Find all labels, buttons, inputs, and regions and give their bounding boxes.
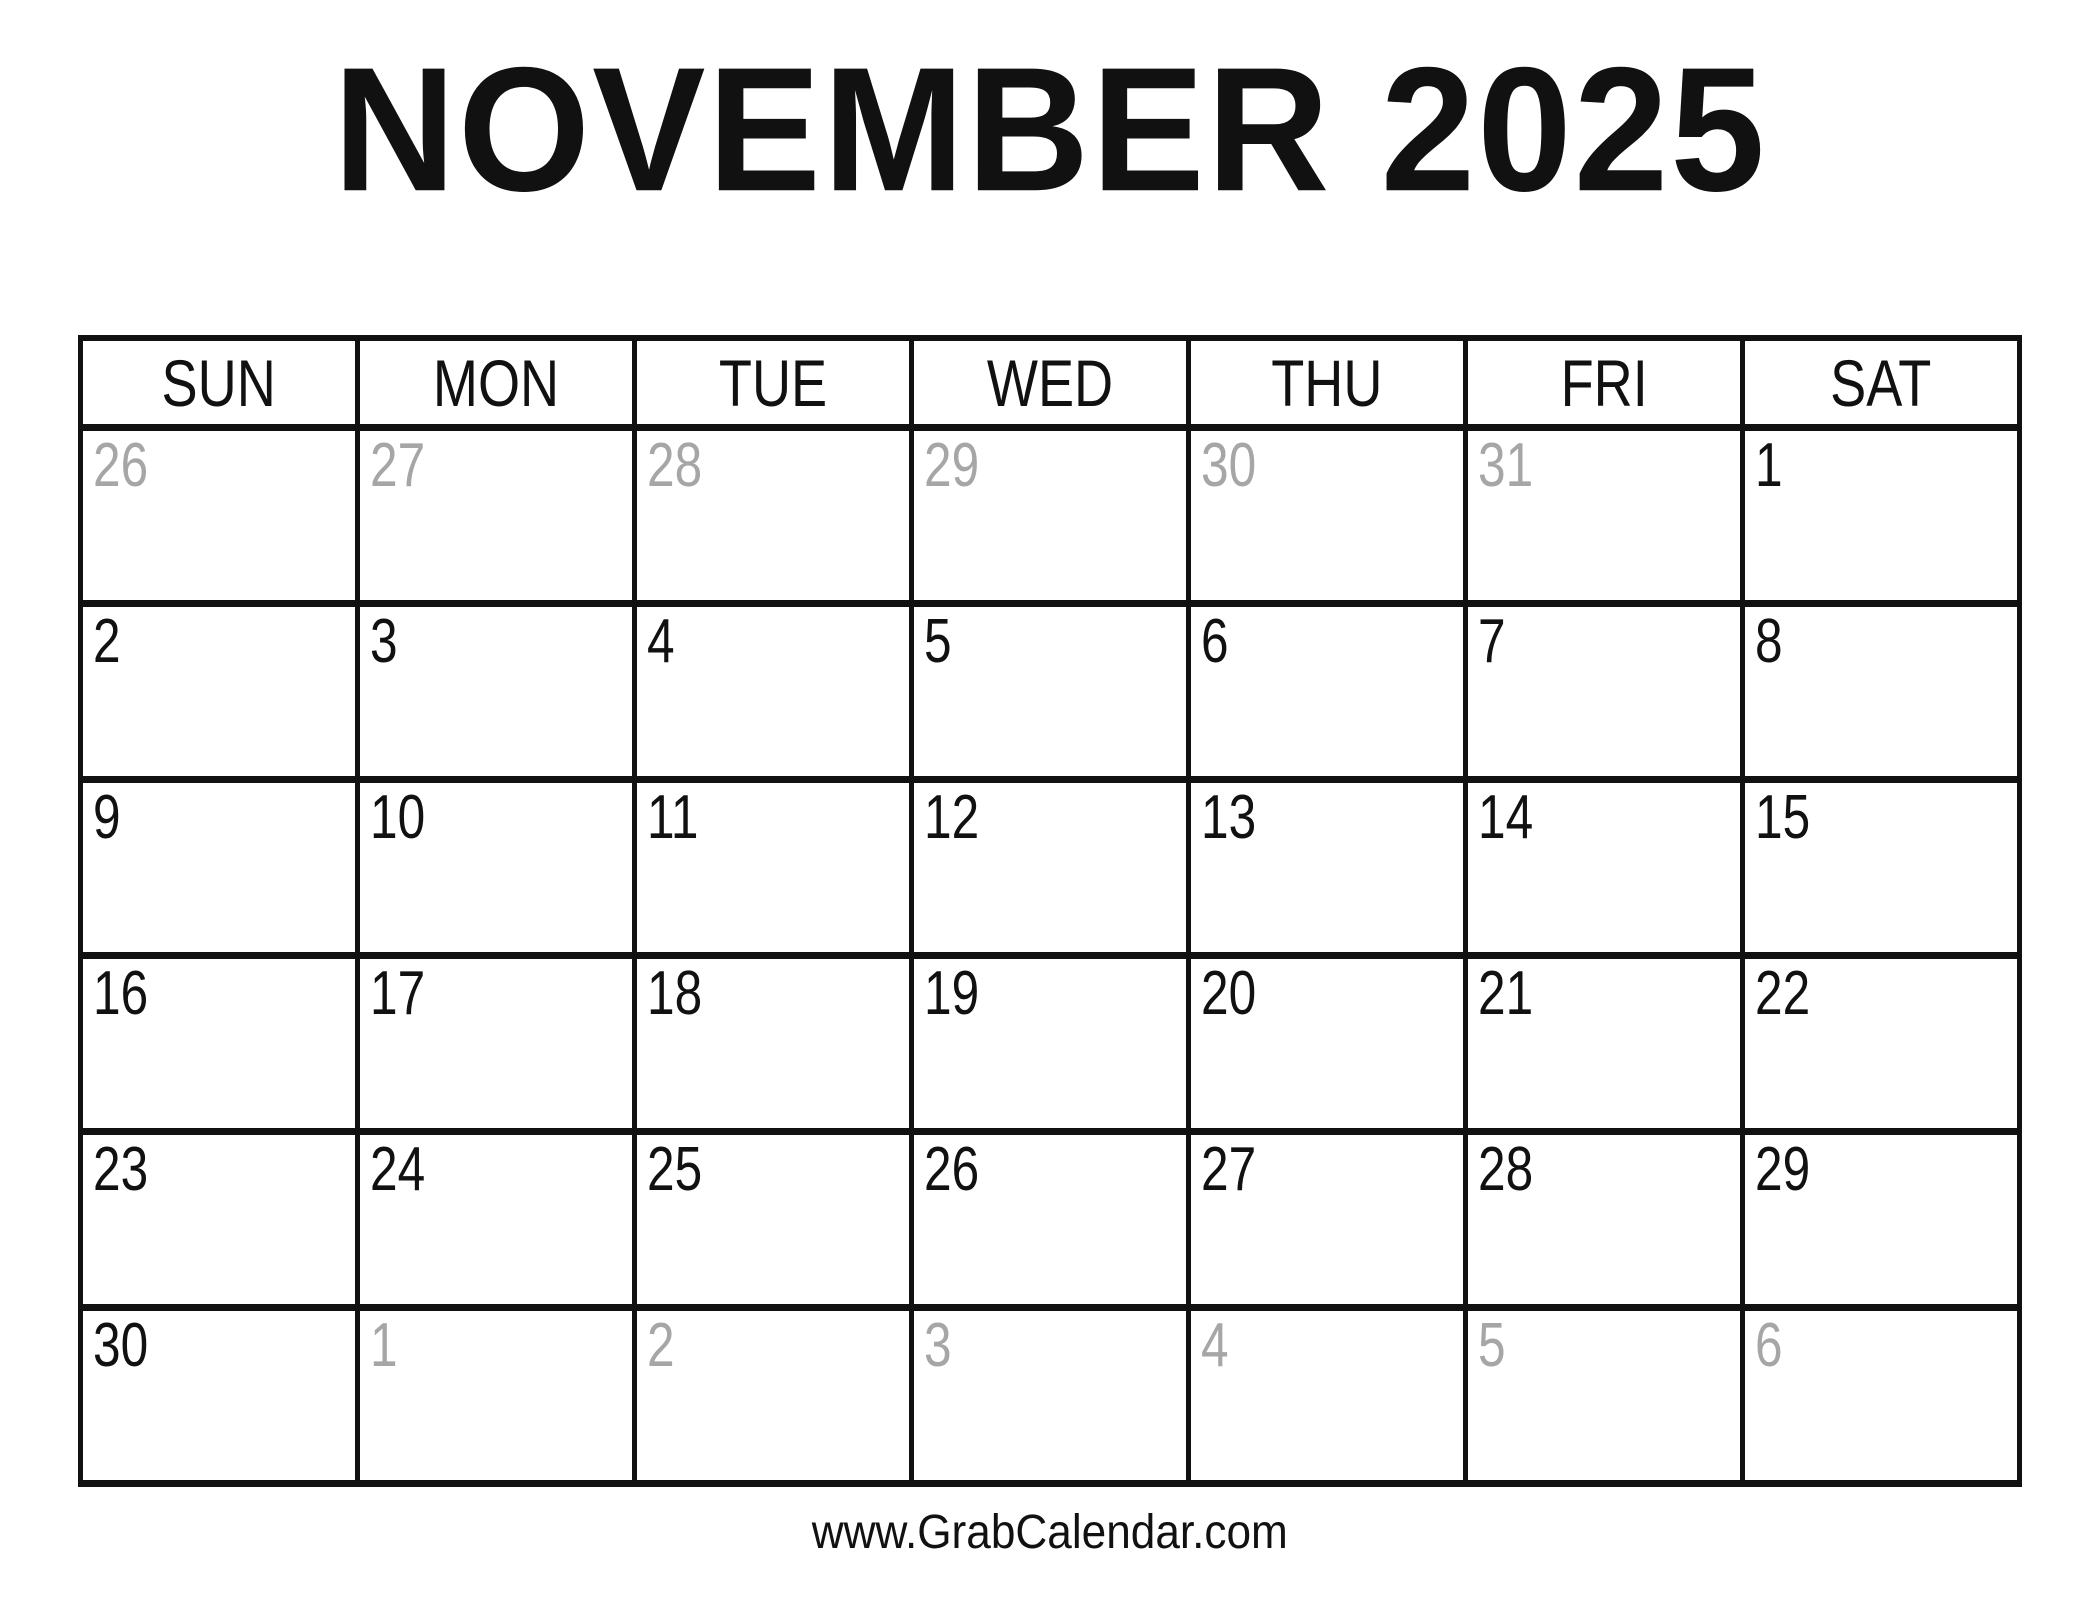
day-number: 25 bbox=[647, 1135, 703, 1204]
weekday-label: SAT bbox=[1830, 345, 1932, 420]
calendar-day-cell bbox=[1466, 1308, 1743, 1484]
calendar-day-cell bbox=[1743, 428, 2020, 604]
calendar-day-cell bbox=[1466, 956, 1743, 1132]
weekday-label: SUN bbox=[161, 345, 277, 420]
calendar-day-cell bbox=[912, 1308, 1189, 1484]
day-number: 23 bbox=[93, 1135, 149, 1204]
calendar-day-cell bbox=[635, 1132, 912, 1308]
calendar-day-cell bbox=[358, 604, 635, 780]
calendar-day-cell bbox=[81, 1308, 358, 1484]
day-number: 4 bbox=[1201, 1311, 1229, 1380]
day-number: 6 bbox=[1755, 1311, 1783, 1380]
calendar-week-row bbox=[81, 428, 2020, 604]
day-number: 8 bbox=[1755, 607, 1783, 676]
calendar-day-cell bbox=[635, 780, 912, 956]
day-number: 30 bbox=[93, 1311, 149, 1380]
day-number: 24 bbox=[370, 1135, 426, 1204]
calendar-day-cell bbox=[81, 956, 358, 1132]
calendar-month-title: NOVEMBER 2025 bbox=[333, 31, 1767, 229]
weekday-label: FRI bbox=[1560, 345, 1648, 420]
calendar-day-cell bbox=[635, 1308, 912, 1484]
calendar-day-cell bbox=[912, 780, 1189, 956]
calendar-day-cell bbox=[1743, 956, 2020, 1132]
calendar-week-row bbox=[81, 780, 2020, 956]
calendar-week-row bbox=[81, 604, 2020, 780]
calendar-day-cell bbox=[358, 780, 635, 956]
weekday-label: WED bbox=[986, 345, 1114, 420]
calendar-day-cell bbox=[1189, 428, 1466, 604]
calendar-day-cell bbox=[912, 1132, 1189, 1308]
calendar-day-cell bbox=[81, 428, 358, 604]
day-number: 4 bbox=[647, 607, 675, 676]
calendar-day-cell bbox=[81, 604, 358, 780]
calendar-day-cell bbox=[1189, 956, 1466, 1132]
weekday-header-sun bbox=[81, 338, 358, 428]
calendar-grid bbox=[78, 335, 2022, 1487]
day-number: 31 bbox=[1478, 431, 1534, 500]
day-number: 17 bbox=[370, 959, 426, 1028]
day-number: 22 bbox=[1755, 959, 1811, 1028]
day-number: 13 bbox=[1201, 783, 1257, 852]
day-number: 2 bbox=[93, 607, 121, 676]
day-number: 3 bbox=[924, 1311, 952, 1380]
weekday-header-row bbox=[81, 338, 2020, 428]
footer bbox=[0, 1505, 2100, 1560]
day-number: 29 bbox=[1755, 1135, 1811, 1204]
calendar-week-row bbox=[81, 1308, 2020, 1484]
calendar-day-cell bbox=[1466, 1132, 1743, 1308]
calendar-day-cell bbox=[1189, 604, 1466, 780]
day-number: 5 bbox=[1478, 1311, 1506, 1380]
day-number: 27 bbox=[1201, 1135, 1257, 1204]
day-number: 27 bbox=[370, 431, 426, 500]
weekday-header-mon bbox=[358, 338, 635, 428]
day-number: 7 bbox=[1478, 607, 1506, 676]
day-number: 9 bbox=[93, 783, 121, 852]
weekday-header-tue bbox=[635, 338, 912, 428]
calendar-day-cell bbox=[1743, 1308, 2020, 1484]
day-number: 21 bbox=[1478, 959, 1534, 1028]
calendar-day-cell bbox=[1466, 780, 1743, 956]
day-number: 2 bbox=[647, 1311, 675, 1380]
day-number: 16 bbox=[93, 959, 149, 1028]
calendar-day-cell bbox=[1466, 604, 1743, 780]
calendar-day-cell bbox=[358, 1308, 635, 1484]
calendar-day-cell bbox=[81, 1132, 358, 1308]
weekday-label: TUE bbox=[718, 345, 828, 420]
weekday-label: MON bbox=[432, 345, 560, 420]
calendar-day-cell bbox=[1466, 428, 1743, 604]
day-number: 10 bbox=[370, 783, 426, 852]
weekday-header-thu bbox=[1189, 338, 1466, 428]
day-number: 15 bbox=[1755, 783, 1811, 852]
day-number: 30 bbox=[1201, 431, 1257, 500]
calendar-week-row bbox=[81, 1132, 2020, 1308]
day-number: 1 bbox=[1755, 431, 1783, 500]
calendar-day-cell bbox=[1189, 780, 1466, 956]
calendar-day-cell bbox=[358, 428, 635, 604]
day-number: 20 bbox=[1201, 959, 1257, 1028]
calendar-day-cell bbox=[81, 780, 358, 956]
calendar-day-cell bbox=[358, 1132, 635, 1308]
calendar-day-cell bbox=[912, 428, 1189, 604]
weekday-label: THU bbox=[1271, 345, 1383, 420]
day-number: 29 bbox=[924, 431, 980, 500]
calendar-day-cell bbox=[1189, 1132, 1466, 1308]
day-number: 11 bbox=[647, 783, 699, 852]
calendar-week-row bbox=[81, 956, 2020, 1132]
day-number: 1 bbox=[370, 1311, 398, 1380]
calendar-day-cell bbox=[1189, 1308, 1466, 1484]
day-number: 3 bbox=[370, 607, 398, 676]
day-number: 28 bbox=[1478, 1135, 1534, 1204]
weekday-header-fri bbox=[1466, 338, 1743, 428]
weekday-header-sat bbox=[1743, 338, 2020, 428]
calendar-day-cell bbox=[1743, 780, 2020, 956]
day-number: 26 bbox=[924, 1135, 980, 1204]
day-number: 26 bbox=[93, 431, 149, 500]
day-number: 5 bbox=[924, 607, 952, 676]
day-number: 18 bbox=[647, 959, 703, 1028]
day-number: 14 bbox=[1478, 783, 1534, 852]
calendar-day-cell bbox=[912, 604, 1189, 780]
day-number: 19 bbox=[924, 959, 980, 1028]
calendar-day-cell bbox=[1743, 1132, 2020, 1308]
day-number: 28 bbox=[647, 431, 703, 500]
calendar-day-cell bbox=[635, 604, 912, 780]
calendar-day-cell bbox=[635, 428, 912, 604]
day-number: 12 bbox=[924, 783, 980, 852]
footer-website-url: www.GrabCalendar.com bbox=[811, 1506, 1289, 1559]
calendar-day-cell bbox=[1743, 604, 2020, 780]
calendar-day-cell bbox=[912, 956, 1189, 1132]
calendar-day-cell bbox=[358, 956, 635, 1132]
calendar-day-cell bbox=[635, 956, 912, 1132]
day-number: 6 bbox=[1201, 607, 1229, 676]
weekday-header-wed bbox=[912, 338, 1189, 428]
